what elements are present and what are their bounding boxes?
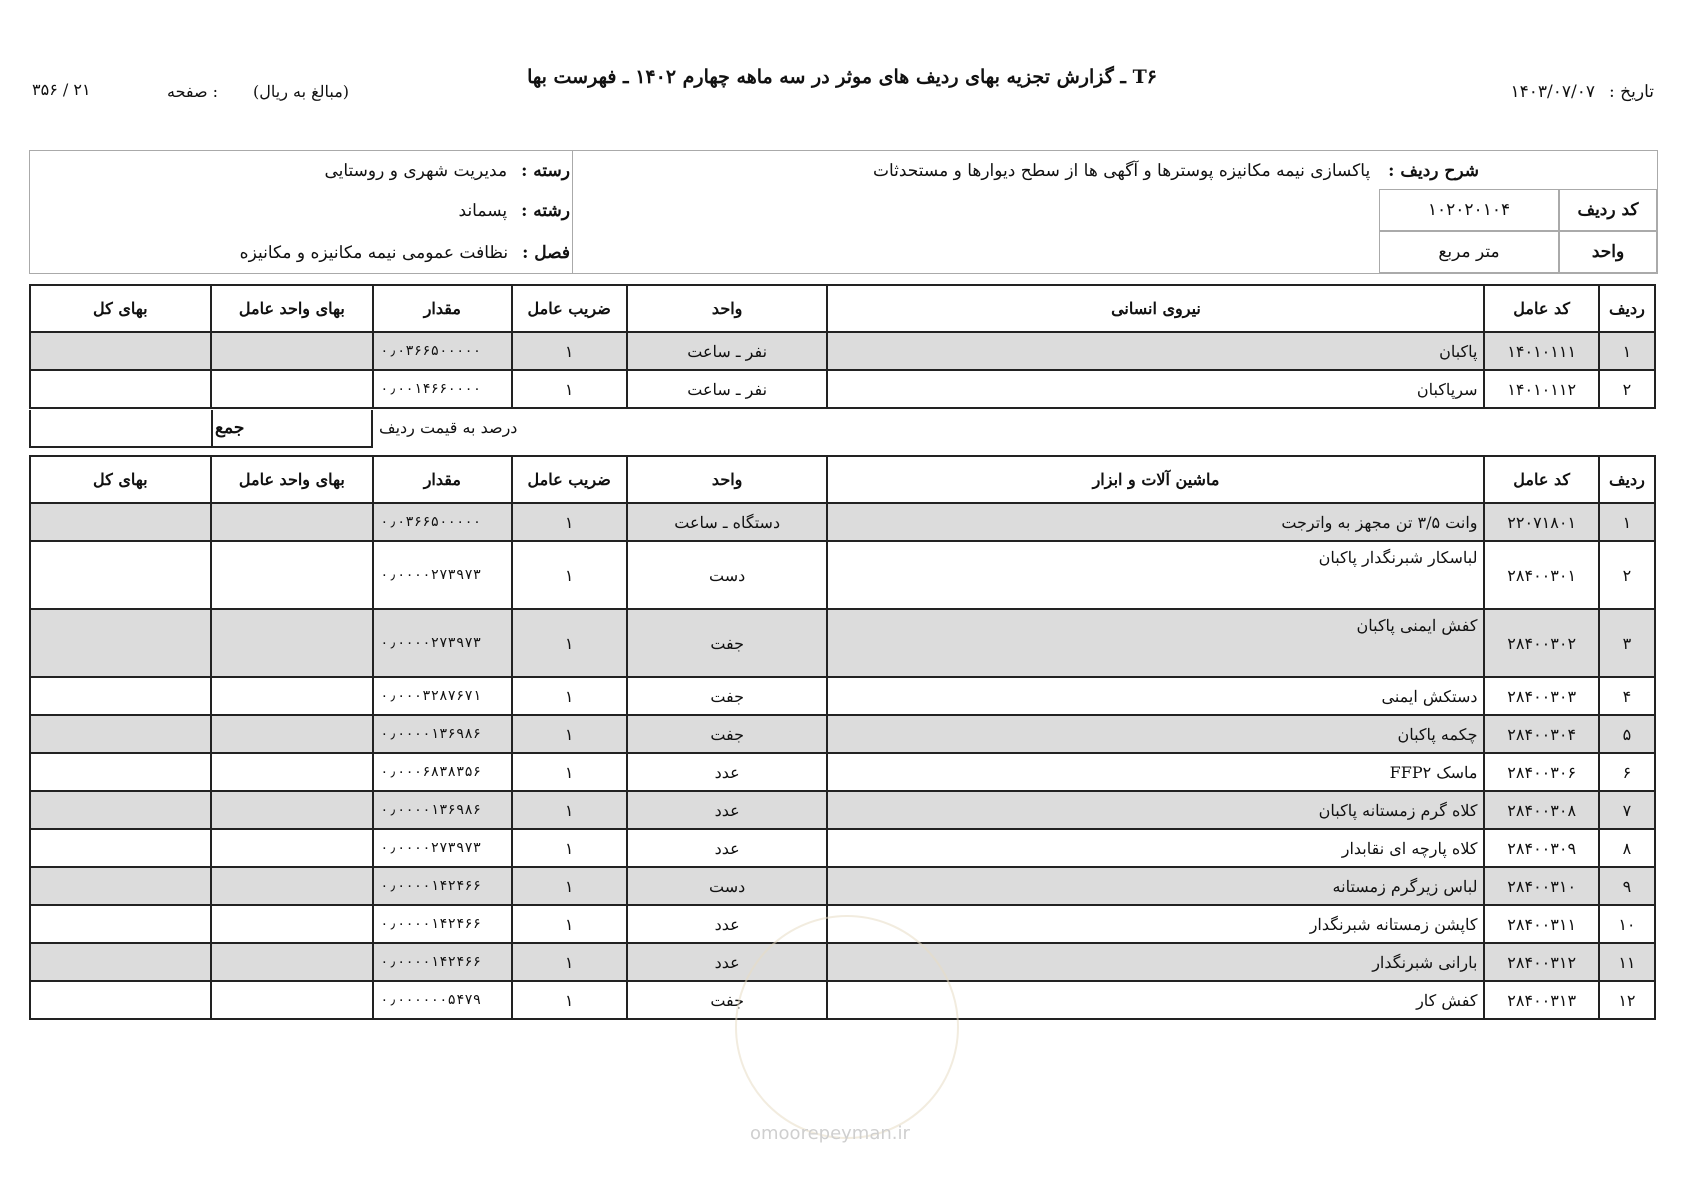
table-row (30, 677, 1655, 715)
col-factor: ضریب عامل (512, 285, 627, 332)
col-total: بهای کل (30, 285, 211, 332)
unit-price-cell (211, 503, 374, 541)
table-row (30, 332, 1655, 370)
unit-price-cell (211, 981, 374, 1019)
factor-name: دستکش ایمنی (827, 677, 1484, 715)
field-label: رشته : (521, 201, 570, 221)
row-number: ۳ (1599, 609, 1655, 677)
factor-quantity: ۰٫۰۳۶۶۵۰۰۰۰۰ (373, 503, 511, 541)
factor-unit: جفت (627, 609, 828, 677)
col-qty: مقدار (373, 456, 511, 503)
unit-price-cell (211, 370, 374, 408)
factor-quantity: ۰٫۰۰۰۶۸۳۸۳۵۶ (373, 753, 511, 791)
factor-unit: جفت (627, 677, 828, 715)
category-row (220, 161, 570, 181)
col-unit: واحد (627, 285, 828, 332)
row-number: ۴ (1599, 677, 1655, 715)
row-number: ۱ (1599, 332, 1655, 370)
factor-unit: دستگاه ـ ساعت (627, 503, 828, 541)
watermark-seal-icon (735, 915, 959, 1139)
factor-coefficient: ۱ (512, 715, 627, 753)
unit-label: واحد (1559, 231, 1657, 273)
factor-unit: عدد (627, 943, 828, 981)
unit-price-cell (211, 677, 374, 715)
info-divider (572, 151, 573, 273)
description-label: شرح ردیف : (1388, 161, 1479, 181)
factor-code: ۱۴۰۱۰۱۱۱ (1484, 332, 1598, 370)
unit-value: متر مربع (1379, 231, 1559, 273)
category-label: رسته : (521, 161, 570, 181)
factor-code: ۲۸۴۰۰۳۱۱ (1484, 905, 1598, 943)
col-qty: مقدار (373, 285, 511, 332)
unit-price-cell (211, 715, 374, 753)
factor-quantity: ۰٫۰۰۰۰۱۳۶۹۸۶ (373, 791, 511, 829)
factor-coefficient: ۱ (512, 905, 627, 943)
item-info-box (29, 150, 1658, 274)
factor-code: ۲۸۴۰۰۳۱۲ (1484, 943, 1598, 981)
row-number: ۵ (1599, 715, 1655, 753)
factor-code: ۲۸۴۰۰۳۰۴ (1484, 715, 1598, 753)
factor-name: کلاه گرم زمستانه پاکبان (827, 791, 1484, 829)
unit-price-cell (211, 541, 374, 609)
table-row (30, 715, 1655, 753)
factor-coefficient: ۱ (512, 503, 627, 541)
col-total: بهای کل (30, 456, 211, 503)
factor-name: کفش کار (827, 981, 1484, 1019)
total-price-cell (30, 753, 211, 791)
table-row (30, 370, 1655, 408)
factor-coefficient: ۱ (512, 791, 627, 829)
factor-unit: دست (627, 541, 828, 609)
factor-unit: عدد (627, 829, 828, 867)
row-number: ۸ (1599, 829, 1655, 867)
factor-quantity: ۰٫۰۰۰۰۱۳۶۹۸۶ (373, 715, 511, 753)
row-number: ۱ (1599, 503, 1655, 541)
factor-name: بارانی شبرنگدار (827, 943, 1484, 981)
factor-name: چکمه پاکبان (827, 715, 1484, 753)
factor-code: ۲۸۴۰۰۳۱۰ (1484, 867, 1598, 905)
factor-name: لباس زیرگرم زمستانه (827, 867, 1484, 905)
factor-coefficient: ۱ (512, 677, 627, 715)
factor-coefficient: ۱ (512, 370, 627, 408)
col-row: ردیف (1599, 456, 1655, 503)
total-price-cell (30, 332, 211, 370)
factor-coefficient: ۱ (512, 541, 627, 609)
unit-price-cell (211, 905, 374, 943)
factor-unit: عدد (627, 753, 828, 791)
table-row (30, 791, 1655, 829)
percent-label: درصد به قیمت ردیف (379, 418, 518, 437)
chapter-label: فصل : (522, 243, 570, 263)
factor-quantity: ۰٫۰۰۰۰۰۰۵۴۷۹ (373, 981, 511, 1019)
factor-code: ۲۸۴۰۰۳۰۲ (1484, 609, 1598, 677)
code-label: کد ردیف (1559, 189, 1657, 231)
factor-unit: جفت (627, 715, 828, 753)
unit-price-cell (211, 867, 374, 905)
unit-price-cell (211, 609, 374, 677)
total-price-cell (30, 829, 211, 867)
sum-label: جمع (215, 418, 245, 438)
col-code: کد عامل (1484, 456, 1598, 503)
factor-quantity: ۰٫۰۰۰۰۲۷۳۹۷۳ (373, 609, 511, 677)
row-number: ۶ (1599, 753, 1655, 791)
factor-quantity: ۰٫۰۳۶۶۵۰۰۰۰۰ (373, 332, 511, 370)
field-row (220, 201, 570, 221)
date-label: تاریخ : (1609, 82, 1654, 102)
total-price-cell (30, 905, 211, 943)
factor-name: کاپشن زمستانه شبرنگدار (827, 905, 1484, 943)
date-block (1511, 82, 1654, 102)
total-price-cell (30, 981, 211, 1019)
description-value: پاکسازی نیمه مکانیزه پوسترها و آگهی ها از سطح دیوارها و مستحدثات (872, 161, 1371, 181)
date-value: ۱۴۰۳/۰۷/۰۷ (1510, 82, 1596, 102)
total-price-cell (30, 715, 211, 753)
total-price-cell (30, 370, 211, 408)
col-unit: واحد (627, 456, 828, 503)
row-number: ۷ (1599, 791, 1655, 829)
code-value: ۱۰۲۰۲۰۱۰۴ (1379, 189, 1559, 231)
col-code: کد عامل (1484, 285, 1598, 332)
factor-name: لباسکار شبرنگدار پاکبان (827, 541, 1484, 609)
factor-coefficient: ۱ (512, 981, 627, 1019)
unit-price-cell (211, 332, 374, 370)
factor-coefficient: ۱ (512, 332, 627, 370)
factor-coefficient: ۱ (512, 609, 627, 677)
report-title: T۶ ـ گزارش تجزیه بهای ردیف های موثر در سه ماهه چهارم ۱۴۰۲ ـ فهرست بها (527, 66, 1157, 88)
chapter-row (220, 243, 570, 263)
factor-code: ۲۸۴۰۰۳۰۸ (1484, 791, 1598, 829)
sum-total-cell (29, 410, 213, 448)
description-row (873, 161, 1479, 181)
machinery-header-row (30, 456, 1655, 503)
total-price-cell (30, 677, 211, 715)
factor-quantity: ۰٫۰۰۰۰۱۴۲۴۶۶ (373, 905, 511, 943)
factor-name: سرپاکبان (827, 370, 1484, 408)
col-name: ماشین آلات و ابزار (827, 456, 1484, 503)
category-value: مدیریت شهری و روستایی (324, 161, 508, 181)
col-unit-price: بهای واحد عامل (211, 456, 374, 503)
table-row (30, 609, 1655, 677)
factor-name: کلاه پارچه ای نقابدار (827, 829, 1484, 867)
row-number: ۲ (1599, 541, 1655, 609)
table-row (30, 867, 1655, 905)
factor-code: ۲۸۴۰۰۳۰۱ (1484, 541, 1598, 609)
factor-quantity: ۰٫۰۰۰۰۲۷۳۹۷۳ (373, 829, 511, 867)
factor-quantity: ۰٫۰۰۰۰۲۷۳۹۷۳ (373, 541, 511, 609)
col-row: ردیف (1599, 285, 1655, 332)
factor-quantity: ۰٫۰۰۰۰۱۴۲۴۶۶ (373, 943, 511, 981)
unit-price-cell (211, 753, 374, 791)
factor-name: پاکبان (827, 332, 1484, 370)
factor-unit: دست (627, 867, 828, 905)
factor-quantity: ۰٫۰۰۰۰۱۴۲۴۶۶ (373, 867, 511, 905)
page-label: صفحه : (167, 82, 219, 101)
labor-header-row (30, 285, 1655, 332)
table-row (30, 829, 1655, 867)
row-number: ۱۱ (1599, 943, 1655, 981)
total-price-cell (30, 609, 211, 677)
row-number: ۹ (1599, 867, 1655, 905)
table-row (30, 503, 1655, 541)
factor-quantity: ۰٫۰۰۰۳۲۸۷۶۷۱ (373, 677, 511, 715)
factor-coefficient: ۱ (512, 829, 627, 867)
labor-sum-row (29, 410, 1656, 448)
watermark-text: omoorepeyman.ir (750, 1123, 910, 1144)
factor-coefficient: ۱ (512, 943, 627, 981)
factor-name: وانت ۳/۵ تن مجهز به واترجت (827, 503, 1484, 541)
factor-name: کفش ایمنی پاکبان (827, 609, 1484, 677)
col-name: نیروی انسانی (827, 285, 1484, 332)
factor-quantity: ۰٫۰۰۱۴۶۶۰۰۰۰ (373, 370, 511, 408)
factor-code: ۲۸۴۰۰۳۰۶ (1484, 753, 1598, 791)
col-factor: ضریب عامل (512, 456, 627, 503)
unit-price-cell (211, 829, 374, 867)
factor-code: ۲۸۴۰۰۳۰۳ (1484, 677, 1598, 715)
total-price-cell (30, 867, 211, 905)
total-price-cell (30, 503, 211, 541)
row-number: ۱۰ (1599, 905, 1655, 943)
amount-note: (مبالغ به ریال) (253, 82, 350, 101)
factor-code: ۱۴۰۱۰۱۱۲ (1484, 370, 1598, 408)
factor-code: ۲۸۴۰۰۳۰۹ (1484, 829, 1598, 867)
page-value: ۳۵۶ / ۲۱ (32, 80, 91, 99)
unit-price-cell (211, 791, 374, 829)
factor-unit: جفت (627, 981, 828, 1019)
table-row (30, 753, 1655, 791)
row-number: ۱۲ (1599, 981, 1655, 1019)
factor-unit: عدد (627, 791, 828, 829)
factor-coefficient: ۱ (512, 753, 627, 791)
factor-unit: عدد (627, 905, 828, 943)
page-block (32, 80, 219, 101)
unit-price-cell (211, 943, 374, 981)
factor-name: ماسک FFP۲ (827, 753, 1484, 791)
col-unit-price: بهای واحد عامل (211, 285, 374, 332)
factor-coefficient: ۱ (512, 867, 627, 905)
total-price-cell (30, 943, 211, 981)
table-row (30, 541, 1655, 609)
factor-code: ۲۲۰۷۱۸۰۱ (1484, 503, 1598, 541)
factor-unit: نفر ـ ساعت (627, 370, 828, 408)
row-number: ۲ (1599, 370, 1655, 408)
chapter-value: نظافت عمومی نیمه مکانیزه و مکانیزه (239, 243, 509, 263)
total-price-cell (30, 541, 211, 609)
factor-unit: نفر ـ ساعت (627, 332, 828, 370)
total-price-cell (30, 791, 211, 829)
factor-code: ۲۸۴۰۰۳۱۳ (1484, 981, 1598, 1019)
labor-table (29, 284, 1656, 409)
field-value: پسماند (458, 201, 508, 221)
